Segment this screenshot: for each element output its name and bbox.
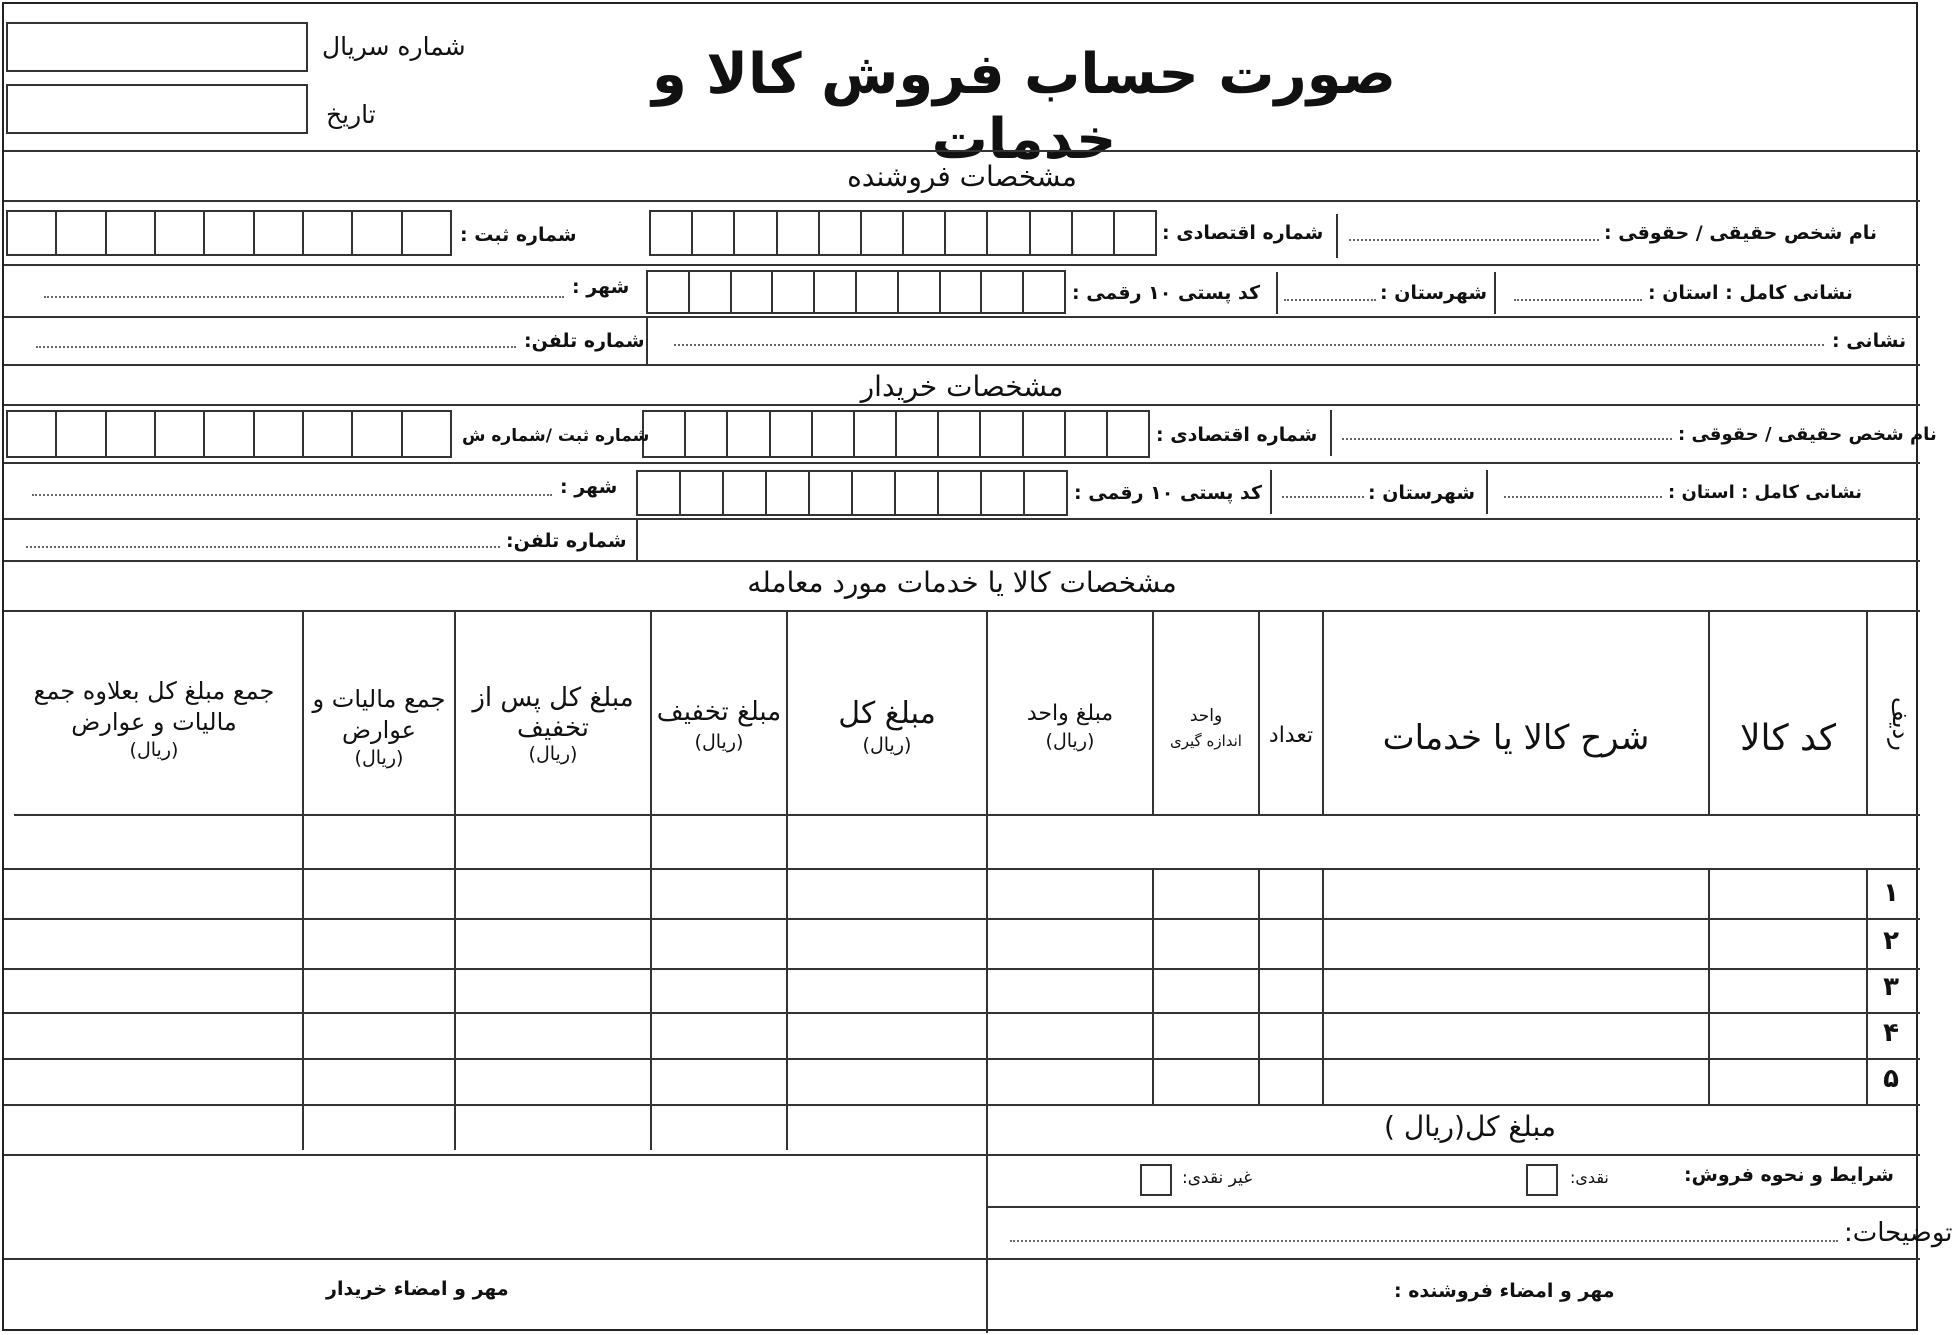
buyer-economic-number-boxes[interactable] <box>642 410 1150 458</box>
col-total: مبلغ کل (ریال) <box>838 696 936 756</box>
date-label: تاریخ <box>326 100 376 129</box>
seller-name-label: نام شخص حقیقی / حقوقی : <box>1604 222 1878 244</box>
seller-phone-label: شماره تلفن: <box>524 330 645 352</box>
col-unit: واحد اندازه گیری <box>1170 706 1242 750</box>
seller-county-label: شهرستان : <box>1380 282 1488 304</box>
buyer-registration-number-label: شماره ثبت /شماره ش <box>462 426 650 446</box>
invoice-form <box>2 2 1953 1331</box>
buyer-economic-number-label: شماره اقتصادی : <box>1156 424 1318 446</box>
col-item-code: کد کالا <box>1739 718 1837 759</box>
form-title: صورت حساب فروش کالا و خدمات <box>651 42 1397 172</box>
col-unit-price: مبلغ واحد (ریال) <box>1026 701 1114 752</box>
seller-registration-number-label: شماره ثبت : <box>460 224 577 246</box>
col-grand-total: جمع مبلغ کل بعلاوه جمع مالیات و عوارض (ریال) <box>33 677 275 762</box>
seller-signature-label: مهر و امضاء فروشنده : <box>1394 1280 1615 1302</box>
cash-label: نقدی: <box>1570 1168 1609 1187</box>
seller-registration-number-boxes[interactable] <box>6 210 452 256</box>
seller-postal-code-boxes[interactable] <box>646 270 1066 314</box>
serial-number-field[interactable] <box>6 22 308 72</box>
seller-economic-number-label: شماره اقتصادی : <box>1162 222 1324 244</box>
col-description: شرح کالا یا خدمات <box>1382 718 1650 758</box>
seller-address-label: نشانی : <box>1832 330 1907 352</box>
buyer-postal-code-label: کد پستی ۱۰ رقمی : <box>1074 482 1263 504</box>
buyer-phone-label: شماره تلفن: <box>506 530 627 552</box>
items-total-label: مبلغ کل(ریال ) <box>1384 1110 1556 1143</box>
row-number-4: ۴ <box>1883 1018 1899 1048</box>
seller-full-address-label: نشانی کامل : استان : <box>1648 282 1853 304</box>
row-number-2: ۲ <box>1883 926 1899 956</box>
col-discount: مبلغ تخفیف (ریال) <box>656 697 782 753</box>
col-taxes: جمع مالیات و عوارض (ریال) <box>312 685 446 770</box>
noncash-checkbox[interactable] <box>1140 1164 1172 1196</box>
seller-postal-code-label: کد پستی ۱۰ رقمی : <box>1072 282 1261 304</box>
buyer-registration-number-boxes[interactable] <box>6 410 452 458</box>
col-after-discount: مبلغ کل پس از تخفیف (ریال) <box>472 683 634 765</box>
buyer-name-label: نام شخص حقیقی / حقوقی : <box>1678 424 1937 445</box>
buyer-city-label: شهر : <box>560 476 618 498</box>
row-number-3: ۳ <box>1883 972 1899 1002</box>
seller-section-title: مشخصات فروشنده <box>847 160 1077 193</box>
cash-checkbox[interactable] <box>1526 1164 1558 1196</box>
buyer-signature-label: مهر و امضاء خریدار <box>326 1278 509 1300</box>
col-quantity: تعداد <box>1268 723 1314 748</box>
date-field[interactable] <box>6 84 308 134</box>
buyer-section-title: مشخصات خریدار <box>860 370 1064 403</box>
noncash-label: غیر نقدی: <box>1182 1168 1253 1188</box>
seller-economic-number-boxes[interactable] <box>649 210 1157 256</box>
row-number-1: ۱ <box>1883 878 1899 908</box>
row-number-5: ۵ <box>1883 1064 1899 1094</box>
buyer-county-label: شهرستان : <box>1368 482 1476 504</box>
sale-terms-label: شرایط و نحوه فروش: <box>1684 1164 1894 1186</box>
serial-number-label: شماره سریال <box>322 32 466 61</box>
items-section-title: مشخصات کالا یا خدمات مورد معامله <box>747 566 1177 599</box>
buyer-postal-code-boxes[interactable] <box>636 470 1068 516</box>
col-row-number: ردیف <box>1887 697 1915 751</box>
notes-label: توضیحات: <box>1844 1218 1953 1248</box>
seller-city-label: شهر : <box>572 276 630 298</box>
buyer-full-address-label: نشانی کامل : استان : <box>1668 482 1863 503</box>
